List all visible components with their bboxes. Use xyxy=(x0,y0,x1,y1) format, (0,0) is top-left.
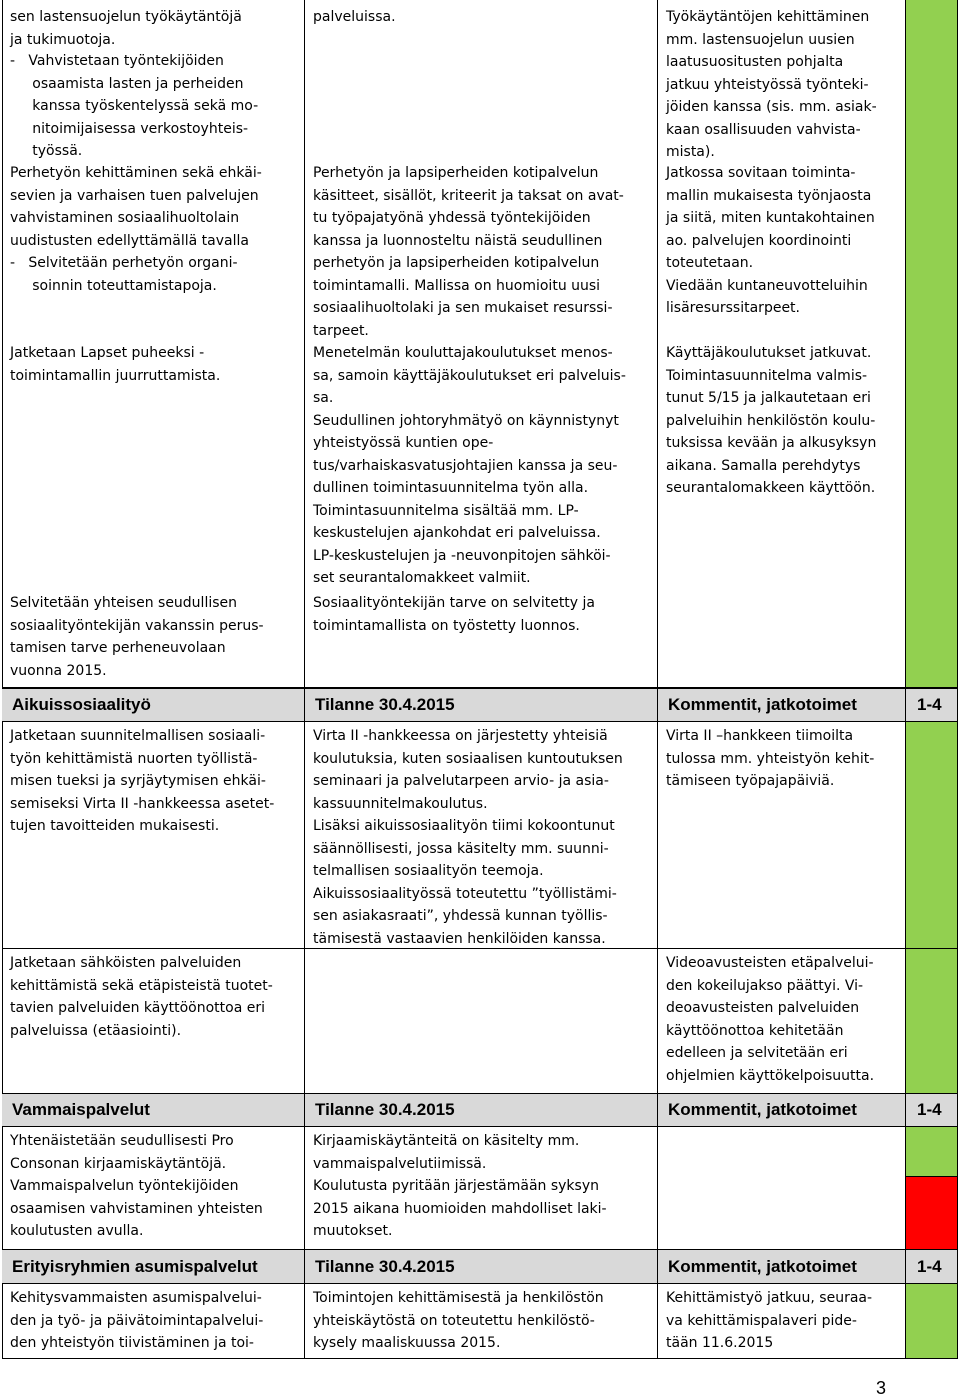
goal-text: Yhtenäistetään seudullisesti Pro Consonan kirjaamiskäytäntöjä. Vammaispalvelun työntekijöiden osaamisen vahvistaminen yhteisten koulutusten avulla. xyxy=(10,1133,263,1239)
status-text: Kirjaamiskäytänteitä on käsitelty mm. vammaispalvelutiimissä. Koulutusta pyritään järjestämään syksyn 2015 aikana huomioiden mahdolliset laki- muutokset. xyxy=(313,1133,607,1239)
page-number: 3 xyxy=(876,1378,887,1398)
section-status-heading: Tilanne 30.4.2015 xyxy=(305,1250,658,1284)
comments-cell xyxy=(658,722,906,949)
goal-text: Jatketaan suunnitelmallisen sosiaali- työn kehittämistä nuorten työllistä- misen tueksi ja syrjäytymisen ehkäi- semiseksi Virta II -hankkeessa asetet- tujen tavoitteiden mukaisesti. xyxy=(10,728,275,834)
section-comments-heading: Kommentit, jatkotoimet xyxy=(658,1250,906,1284)
status-indicator-green xyxy=(906,1127,958,1177)
comments-cell xyxy=(658,0,906,688)
status-cell xyxy=(305,0,658,688)
section-scale-heading: 1-4 xyxy=(906,689,958,722)
comments-text: Virta II –hankkeen tiimoilta tulossa mm. yhteistyön kehit- tämiseen työpajapäiviä. xyxy=(666,728,875,789)
status-cell xyxy=(305,1284,658,1359)
goal-text: sen lastensuojelun työkäytäntöjä ja tukimuotoja. xyxy=(10,9,242,48)
comments-cell xyxy=(658,1127,906,1250)
comments-text: Videoavusteisten etäpalvelui- den kokeilujakso päättyi. Vi- deoavusteisten palveluiden käyttöönottoa kehitetään edelleen ja selvitetään eri ohjelmien käyttökelpoisuutta. xyxy=(666,955,875,1084)
status-indicator-green xyxy=(906,1284,958,1359)
status-indicator-green xyxy=(906,722,958,949)
section-title: Erityisryhmien asumispalvelut xyxy=(2,1250,305,1284)
status-text: Virta II -hankkeessa on järjestetty yhteisiä koulutuksia, kuten sosiaalisen kuntoutuksen seminaari ja palvelutarpeen arvio- ja asia- kassuunnitelmakoulutus. Lisäksi aikuissosiaalityön tiimi kokoontunut säännöllisesti, jossa käsitelty mm. suunni- telmallisen sosiaalityön teemoja. Aikuissosiaalityössä toteutettu ”työllistämi- sen asiakasraati”, yhdessä kunnan työllis- tämisestä vastaavien henkilöiden kanssa. xyxy=(313,728,623,947)
status-cell xyxy=(305,1127,658,1250)
goal-cell xyxy=(2,1127,305,1250)
section-title: Aikuissosiaalityö xyxy=(2,689,305,722)
status-text: palveluissa. xyxy=(313,9,396,25)
goal-text: - Vahvistetaan työntekijöiden osaamista lasten ja perheiden kanssa työskentelyssä sekä mo- nitoimijaisessa verkostoyhteis- työssä. xyxy=(10,53,259,159)
status-text: Menetelmän kouluttajakoulutukset menos- sa, samoin käyttäjäkoulutukset eri palveluis- sa. Seudullinen johtoryhmätyö on käynnistynyt yhteistyössä kuntien ope- tus/varhaiskasvatusjohtajien kanssa ja seu- dullinen toimintasuunnitelma työn alla. Toimintasuunnitelma sisältää mm. LP- keskustelujen ajankohdat eri palveluissa. LP-keskustelujen ja -neuvonpitojen sähköi- set seurantalomakkeet valmiit. xyxy=(313,345,626,586)
section-status-heading: Tilanne 30.4.2015 xyxy=(305,689,658,722)
goal-cell xyxy=(2,1284,305,1359)
status-text: Toimintojen kehittämisestä ja henkilöstön yhteiskäytöstä on toteutettu henkilöstö- kysely maaliskuussa 2015. xyxy=(313,1290,604,1351)
goal-cell xyxy=(2,0,305,688)
comments-text: Jatkossa sovitaan toiminta- mallin mukaisesta työnjaosta ja siitä, miten kuntakohtainen ao. palvelujen koordinointi toteutetaan. Viedään kuntaneuvotteluihin lisäresurssitarpeet. xyxy=(666,165,875,316)
comments-cell xyxy=(658,949,906,1094)
goal-text: Jatketaan sähköisten palveluiden kehittämistä sekä etäpisteistä tuotet- tavien palveluiden käyttöönottoa eri palveluissa (etäasiointi). xyxy=(10,955,273,1039)
section-scale-heading: 1-4 xyxy=(906,1094,958,1127)
goal-text: Selvitetään yhteisen seudullisen sosiaalityöntekijän vakanssin perus- tamisen tarve perheneuvolaan vuonna 2015. xyxy=(10,595,264,679)
goal-cell xyxy=(2,949,305,1094)
section-title: Vammaispalvelut xyxy=(2,1094,305,1127)
section-scale-heading: 1-4 xyxy=(906,1250,958,1284)
status-text: Perhetyön ja lapsiperheiden kotipalvelun käsitteet, sisällöt, kriteerit ja taksat on avat- tu työpajatyönä yhdessä työntekijöiden kanssa ja luonnosteltu näistä seudullinen perhetyön ja lapsiperheiden kotipalvelun toimintamalli. Mallissa on huomioitu uusi sosiaalihuoltolaki ja sen mukaiset resurssi- tarpeet. xyxy=(313,165,624,339)
comments-cell xyxy=(658,1284,906,1359)
status-text: Sosiaalityöntekijän tarve on selvitetty ja toimintamallista on työstetty luonnos. xyxy=(313,595,595,634)
comments-text: Työkäytäntöjen kehittäminen mm. lastensuojelun uusien laatusuositusten pohjalta jatkuu yhteistyössä työnteki- jöiden kanssa (sis. mm. asiak- kaan osallisuuden vahvista- mista). xyxy=(666,9,877,160)
comments-text: Kehittämistyö jatkuu, seuraa- va kehittämispalaveri pide- tään 11.6.2015 xyxy=(666,1290,873,1351)
goal-cell xyxy=(2,722,305,949)
section-status-heading: Tilanne 30.4.2015 xyxy=(305,1094,658,1127)
status-indicator-red xyxy=(906,1177,958,1250)
section-comments-heading: Kommentit, jatkotoimet xyxy=(658,689,906,722)
status-cell xyxy=(305,722,658,949)
goal-text: - Selvitetään perhetyön organi- soinnin toteuttamistapoja. xyxy=(10,255,238,294)
comments-text: Käyttäjäkoulutukset jatkuvat. Toimintasuunnitelma valmis- tunut 5/15 ja jalkautetaan eri palveluihin henkilöstön koulu- tuksissa kevään ja alkusyksyn aikana. Samalla perehdytys seurantalomakkeen käyttöön. xyxy=(666,345,877,496)
status-indicator-green xyxy=(906,0,958,688)
goal-text: Perhetyön kehittäminen sekä ehkäi- sevien ja varhaisen tuen palvelujen vahvistaminen sosiaalihuoltolain uudistusten edellyttämällä tavalla xyxy=(10,165,262,249)
status-indicator-green xyxy=(906,949,958,1094)
status-cell xyxy=(305,949,658,1094)
goal-text: Kehitysvammaisten asumispalvelui- den ja työ- ja päivätoimintapalvelui- den yhteistyön tiivistäminen ja toi- xyxy=(10,1290,264,1351)
section-comments-heading: Kommentit, jatkotoimet xyxy=(658,1094,906,1127)
goal-text: Jatketaan Lapset puheeksi - toimintamallin juurruttamista. xyxy=(10,345,221,384)
